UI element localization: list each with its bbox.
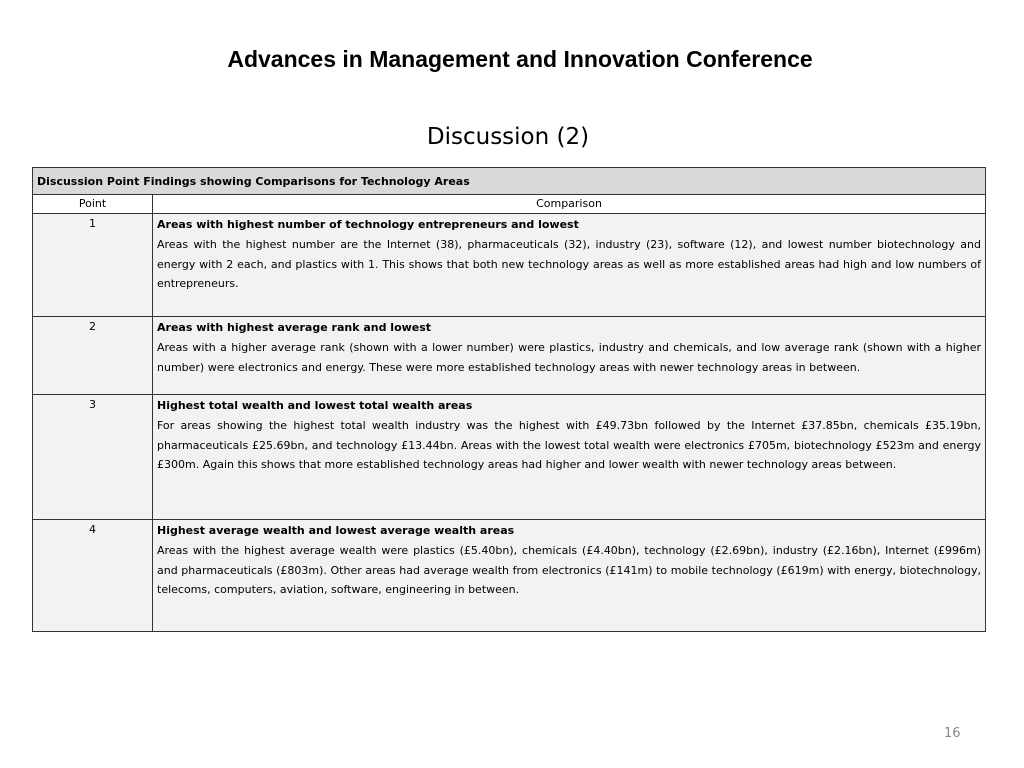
- point-number: 4: [33, 520, 153, 632]
- row-text: For areas showing the highest total wealth industry was the highest with £49.73bn followed by the Internet £37.85bn, chemicals £35.19bn, pharmaceuticals £25.69bn, and technology £13.44bn. Areas with the lowest total wealth were electronics £705m, biotechnology £523m and energy £300m. Again this shows that more established technology areas had higher and lower wealth with newer technology areas between.: [157, 418, 981, 472]
- findings-table: [32, 167, 986, 632]
- row-heading: Highest total wealth and lowest total wealth areas: [157, 399, 473, 412]
- page-number: 16: [944, 726, 961, 741]
- slide-title: Discussion (2): [426, 124, 590, 150]
- table-row: [33, 214, 986, 317]
- point-number: 1: [33, 214, 153, 317]
- table-row: [33, 520, 986, 632]
- conference-title: Advances in Management and Innovation Conference: [227, 46, 813, 72]
- table-header-row: [33, 195, 986, 214]
- table-caption: Discussion Point Findings showing Comparisons for Technology Areas: [33, 168, 986, 195]
- comparison-cell: [153, 214, 986, 317]
- row-text: Areas with the highest average wealth were plastics (£5.40bn), chemicals (£4.40bn), technology (£2.69bn), industry (£2.16bn), Internet (£996m) and pharmaceuticals (£803m). Other areas had average wealth from electronics (£141m) to mobile technology (£619m) with energy, biotechnology, telecoms, computers, aviation, software, engineering in between.: [157, 543, 981, 597]
- column-header-comparison: Comparison: [153, 195, 986, 214]
- comparison-cell: [153, 317, 986, 395]
- point-number: 3: [33, 395, 153, 520]
- table-caption-row: [33, 168, 986, 195]
- table-row: [33, 317, 986, 395]
- row-heading: Areas with highest number of technology entrepreneurs and lowest: [157, 218, 579, 231]
- row-text: Areas with a higher average rank (shown with a lower number) were plastics, industry and chemicals, and low average rank (shown with a higher number) were electronics and energy. These were more established technology areas with newer technology areas in between.: [157, 340, 981, 374]
- column-header-point: Point: [33, 195, 153, 214]
- row-text: Areas with the highest number are the Internet (38), pharmaceuticals (32), industry (23), software (12), and lowest number biotechnology and energy with 2 each, and plastics with 1. This shows that both new technology areas as well as more established areas had high and low numbers of entrepreneurs.: [157, 237, 981, 291]
- comparison-cell: [153, 520, 986, 632]
- table-row: [33, 395, 986, 520]
- point-number: 2: [33, 317, 153, 395]
- comparison-cell: [153, 395, 986, 520]
- row-heading: Areas with highest average rank and lowest: [157, 321, 432, 334]
- row-heading: Highest average wealth and lowest average wealth areas: [157, 524, 515, 537]
